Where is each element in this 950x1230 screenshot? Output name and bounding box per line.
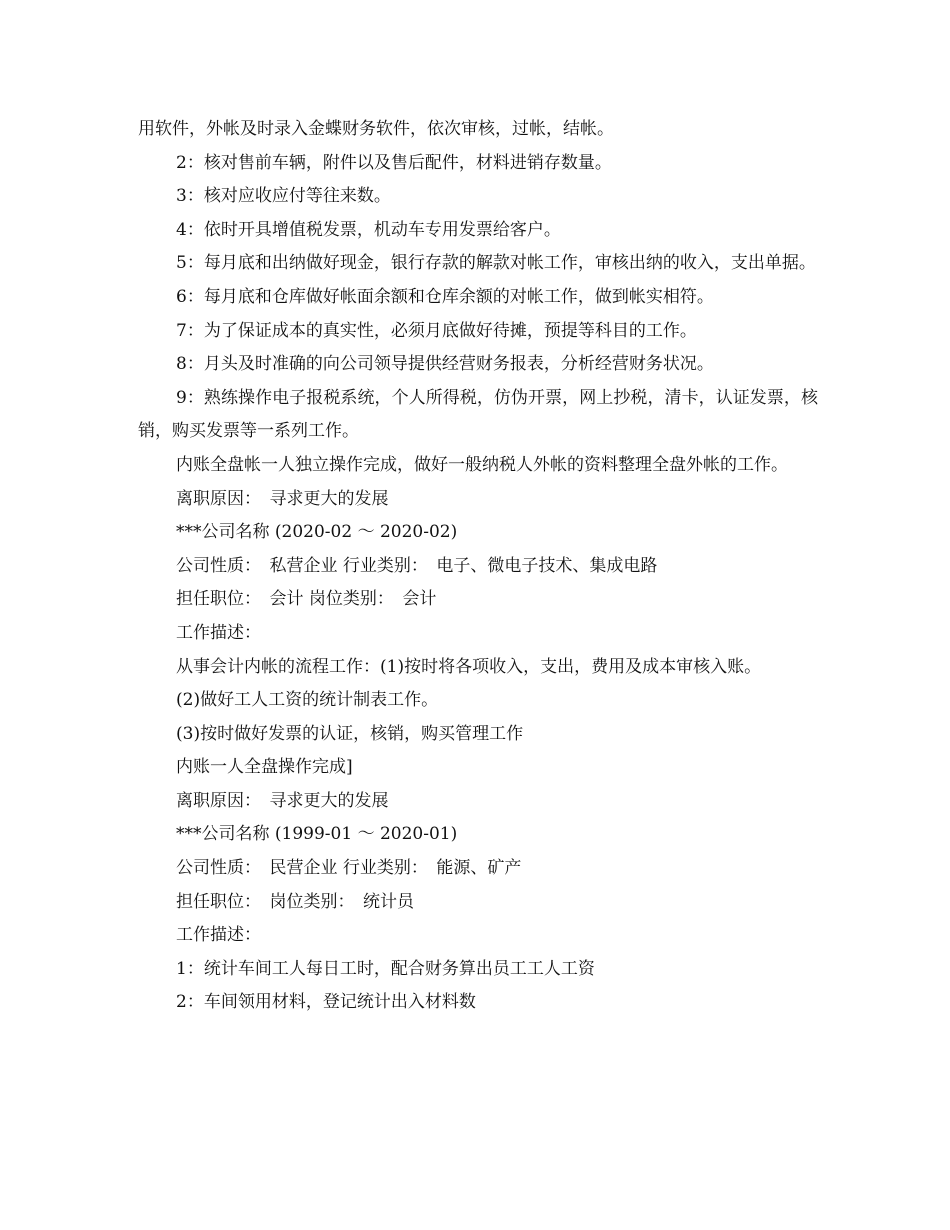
job-description-item-2: 2：车间领用材料，登记统计出入材料数 xyxy=(176,992,476,1013)
paragraph-item-5: 5：每月底和出纳做好现金，银行存款的解款对帐工作，审核出纳的收入，支出单据。 xyxy=(176,253,816,274)
company-name-3: ***公司名称 (1999-01 ～ 2020-01) xyxy=(176,824,458,845)
paragraph-continuation: 用软件，外帐及时录入金蝶财务软件，依次审核，过帐，结帐。 xyxy=(138,119,614,139)
paragraph-item-8: 8：月头及时准确的向公司领导提供经营财务报表，分析经营财务状况。 xyxy=(176,354,714,375)
job-description-heading-2: 工作描述： xyxy=(176,622,261,643)
paragraph-item-6: 6：每月底和仓库做好帐面余额和仓库余额的对帐工作，做到帐实相符。 xyxy=(176,286,714,307)
paragraph-item-7: 7：为了保证成本的真实性，必须月底做好待摊，预提等科目的工作。 xyxy=(176,320,697,341)
job-description-line-1: 从事会计内帐的流程工作：(1)按时将各项收入，支出，费用及成本审核入账。 xyxy=(176,656,762,677)
paragraph-item-4: 4：依时开具增值税发票，机动车专用发票给客户。 xyxy=(176,219,561,240)
job-description-line-3: (3)按时做好发票的认证，核销，购买管理工作 xyxy=(176,723,524,744)
job-description-line-2: (2)做好工人工资的统计制表工作。 xyxy=(176,690,439,711)
job-description-item-1: 1：统计车间工人每日工时，配合财务算出员工工人工资 xyxy=(176,958,595,979)
paragraph-item-2: 2：核对售前车辆，附件以及售后配件，材料进销存数量。 xyxy=(176,152,612,173)
paragraph-item-9: 9：熟练操作电子报税系统，个人所得税，仿伪开票，网上抄税，清卡，认证发票，核销，购买发票等一系列工作。 xyxy=(138,387,818,442)
position-2: 担任职位： 会计 岗位类别： 会计 xyxy=(176,589,437,610)
leave-reason-2: 离职原因： 寻求更大的发展 xyxy=(176,790,389,811)
paragraph-item-3: 3：核对应收应付等往来数。 xyxy=(176,186,391,207)
leave-reason-1: 离职原因： 寻求更大的发展 xyxy=(176,488,389,509)
company-name-2: ***公司名称 (2020-02 ～ 2020-02) xyxy=(176,522,458,543)
paragraph-summary: 内账全盘帐一人独立操作完成，做好一般纳税人外帐的资料整理全盘外帐的工作。 xyxy=(176,454,788,475)
job-description-heading-3: 工作描述： xyxy=(176,925,261,946)
job-description-line-4: 内账一人全盘操作完成] xyxy=(176,757,353,778)
company-nature-2: 公司性质： 私营企业 行业类别： 电子、微电子技术、集成电路 xyxy=(176,555,658,576)
company-nature-3: 公司性质： 民营企业 行业类别： 能源、矿产 xyxy=(176,858,522,879)
position-3: 担任职位： 岗位类别： 统计员 xyxy=(176,891,414,912)
document-body xyxy=(138,113,818,1020)
